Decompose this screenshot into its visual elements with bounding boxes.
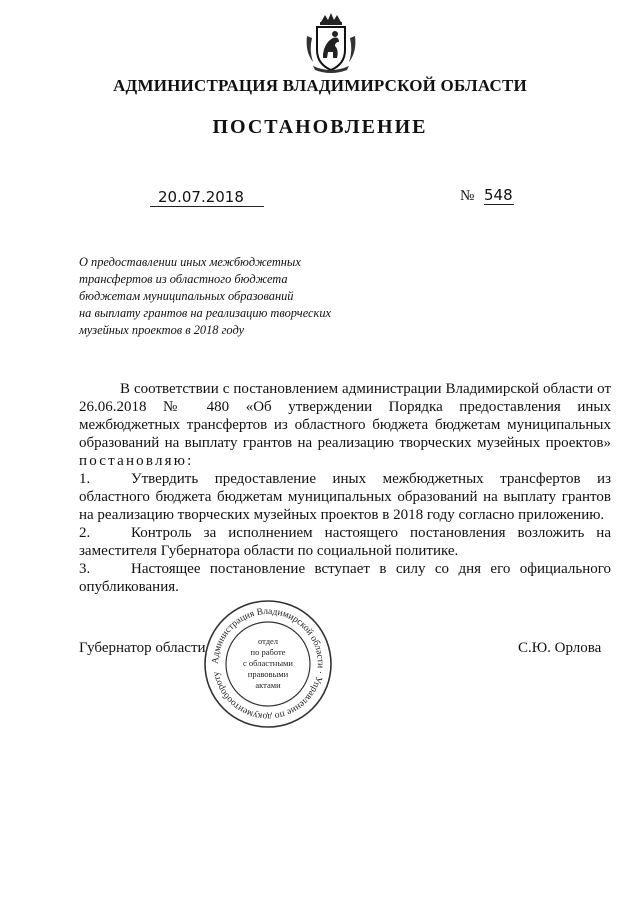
stamp-center-line: по работе xyxy=(250,647,286,657)
coat-of-arms-icon xyxy=(303,12,359,74)
decree-word: постановляю: xyxy=(79,453,194,469)
preamble-line: межбюджетных трансфертов из областного бюджета бюджетам муниципальных xyxy=(79,417,611,433)
item-3-line xyxy=(79,560,611,578)
subject-line: бюджетам муниципальных образований xyxy=(79,289,294,303)
item-1-line xyxy=(79,470,611,488)
item-text: Утвердить предоставление иных межбюджетных трансфертов из xyxy=(131,471,611,487)
document-number: 548 xyxy=(484,186,513,204)
item-1-line: областного бюджета бюджетам муниципальных образований на выплату грантов xyxy=(79,489,611,505)
subject-line: на выплату грантов на реализацию творческих xyxy=(79,306,332,320)
item-number: 1. xyxy=(79,471,91,487)
stamp-center-line: актами xyxy=(255,680,281,690)
preamble-line: 26.06.2018 № 480 «Об утверждении Порядка предоставления иных xyxy=(79,399,611,415)
preamble-line: образований на выплату грантов на реализацию творческих музейных проектов» xyxy=(79,435,611,451)
stamp-center-line: с областными xyxy=(243,658,293,668)
item-2-line: заместителя Губернатора области по социальной политике. xyxy=(79,543,459,559)
subject-line: О предоставлении иных межбюджетных xyxy=(79,255,301,269)
document-date: 20.07.2018 xyxy=(150,188,264,207)
signatory-title: Губернатор области xyxy=(79,640,206,656)
number-sign: № xyxy=(460,188,475,204)
stamp-center-line: отдел xyxy=(257,636,279,646)
item-text: Настоящее постановление вступает в силу со дня его официального xyxy=(131,561,611,577)
document-subject xyxy=(79,254,369,339)
item-number: 3. xyxy=(79,561,91,577)
item-text: Контроль за исполнением настоящего постановления возложить на xyxy=(131,525,611,541)
document-body xyxy=(79,380,611,596)
document-type: ПОСТАНОВЛЕНИЕ xyxy=(212,116,428,138)
item-3-line: опубликования. xyxy=(79,579,179,595)
item-1-line: на реализацию творческих музейных проектов в 2018 году согласно приложению. xyxy=(79,507,605,523)
organization-name: АДМИНИСТРАЦИЯ ВЛАДИМИРСКОЙ ОБЛАСТИ xyxy=(113,76,527,95)
stamp-center-line: правовыми xyxy=(247,669,289,679)
item-2-line xyxy=(79,524,611,542)
signatory-name: С.Ю. Орлова xyxy=(518,640,602,656)
preamble-line: В соответствии с постановлением администрации Владимирской области от xyxy=(120,381,611,397)
stamp-ring-text: Администрация Владимирской области · Управление по документообороту xyxy=(210,606,326,722)
official-stamp xyxy=(202,598,334,730)
subject-line: трансфертов из областного бюджета xyxy=(79,272,288,286)
item-number: 2. xyxy=(79,525,91,541)
subject-line: музейных проектов в 2018 году xyxy=(79,323,245,337)
